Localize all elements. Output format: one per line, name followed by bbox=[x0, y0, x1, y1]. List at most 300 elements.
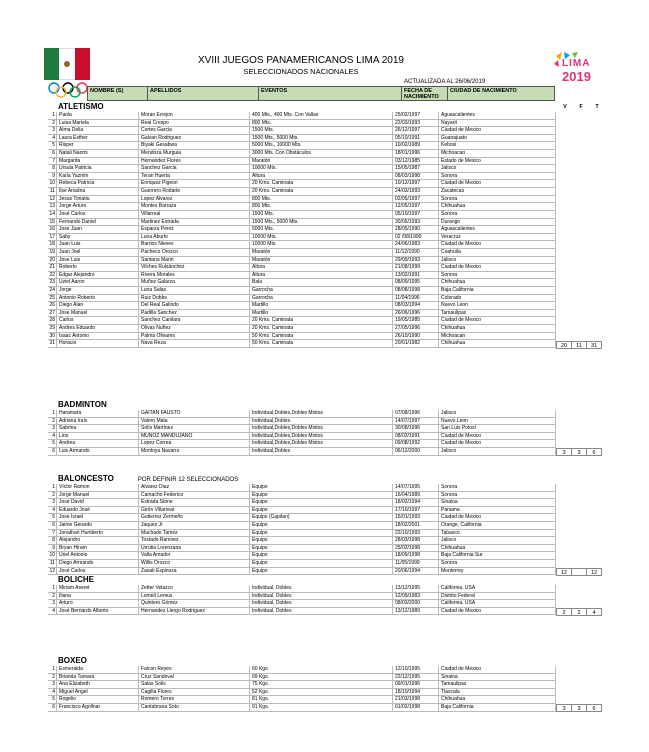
cell-c4: 02/05/1997 bbox=[392, 196, 438, 203]
cell-c2: Vilches Rulsánchez bbox=[138, 264, 249, 271]
cell-c2: Luna Salas bbox=[138, 287, 249, 294]
cell-c5: Michoacan bbox=[438, 150, 556, 157]
section-name: BALONCESTO bbox=[58, 474, 114, 483]
cell-c5: Aguascalientes bbox=[438, 112, 556, 119]
cell-num: 3 bbox=[52, 425, 55, 432]
cell-c4: 11/05/1999 bbox=[392, 560, 438, 567]
cell-c2: Cagilla Flores bbox=[138, 689, 249, 696]
cell-num: 9 bbox=[52, 172, 55, 179]
cell-c4: 08/02/1991 bbox=[392, 433, 438, 440]
cell-c1: Horacio bbox=[56, 340, 138, 347]
cell-c4: 15/05/1987 bbox=[392, 165, 438, 172]
cell-num: 9 bbox=[52, 544, 55, 551]
lima-2019-logo bbox=[552, 50, 600, 90]
table-row bbox=[48, 448, 556, 456]
cell-c3: Martillo bbox=[249, 310, 392, 317]
cell-c2: Pacheco Orozco bbox=[138, 249, 249, 256]
table-row bbox=[48, 433, 556, 441]
cell-c2: Real Crespo bbox=[138, 120, 249, 127]
cell-c2: MUÑOZ MANDUJANO bbox=[138, 433, 249, 440]
section-atletismo bbox=[48, 102, 556, 348]
section-title bbox=[48, 474, 556, 484]
cell-c3: Equipo bbox=[249, 484, 392, 491]
table-row bbox=[48, 279, 556, 287]
cell-c4: 24/03/1993 bbox=[392, 188, 438, 195]
cell-c5: Coahuila bbox=[438, 249, 556, 256]
cell-c4: 08/03/1994 bbox=[392, 302, 438, 309]
cell-c3: Altura bbox=[249, 272, 392, 279]
mexico-flag bbox=[44, 48, 90, 80]
cell-c3: 91 Kgs. bbox=[249, 704, 392, 711]
section-totals bbox=[557, 448, 602, 456]
cell-c5: Sonora bbox=[438, 484, 556, 491]
table-row bbox=[48, 310, 556, 318]
cell-c4: 19/05/1985 bbox=[392, 317, 438, 324]
cell-c4: 20/01/1982 bbox=[392, 340, 438, 347]
cell-num: 2 bbox=[52, 592, 55, 599]
table-row bbox=[48, 514, 556, 522]
cell-c4: 08/09/1995 bbox=[392, 279, 438, 286]
cell-num: 6 bbox=[52, 704, 55, 711]
cell-c5: Distrito Federal bbox=[438, 593, 556, 600]
cell-c1: Jose Israel bbox=[56, 514, 138, 521]
cell-num: 3 bbox=[52, 499, 55, 506]
cell-c5: Tamaulipas bbox=[438, 681, 556, 688]
section-name: BOXEO bbox=[58, 656, 87, 665]
cell-num: 7 bbox=[52, 157, 55, 164]
cell-num: 4 bbox=[52, 432, 55, 439]
table-row bbox=[48, 317, 556, 325]
cell-num: 3 bbox=[52, 127, 55, 134]
cell-c4: 13/12/1989 bbox=[392, 608, 438, 615]
cell-c2: Montes Barraza bbox=[138, 203, 249, 210]
cell-c2: GAITAN FAUSTO bbox=[138, 410, 249, 417]
cell-c1: Diego Armando bbox=[56, 560, 138, 567]
cell-c4: 12/10/1995 bbox=[392, 666, 438, 673]
table-row bbox=[48, 560, 556, 568]
cell-num: 11 bbox=[49, 560, 55, 567]
cell-c3: 52 Kgs. bbox=[249, 689, 392, 696]
cell-c2: Barrios Nieves bbox=[138, 241, 249, 248]
logo-word: LIMA bbox=[562, 58, 591, 69]
cell-c1: Francisco Agollnar bbox=[56, 704, 138, 711]
updated-date: ACTUALIZADA AL 26/06/2019 bbox=[404, 79, 486, 85]
cell-c2: Padilla Sanchez bbox=[138, 310, 249, 317]
cell-c2: Machado Tamez bbox=[138, 530, 249, 537]
cell-c3: Individual,Dobles,Dobles Mixtos bbox=[249, 440, 392, 447]
cell-c3: 1500 Mts., 5000 Mts. bbox=[249, 219, 392, 226]
cell-c3: Equipo bbox=[249, 530, 392, 537]
cell-c5: Nayarit bbox=[438, 120, 556, 127]
cell-c3: 800 Mts. bbox=[249, 120, 392, 127]
cell-c1: Ilse Ariadna bbox=[56, 188, 138, 195]
cell-c4: 13/12/1995 bbox=[392, 585, 438, 592]
cell-c4: 08/03/1998 bbox=[392, 173, 438, 180]
cell-c3: 400 Mts., 400 Mts. Con Vallas bbox=[249, 112, 392, 119]
cell-c2: Tostado Ramirez bbox=[138, 537, 249, 544]
cell-c3: 60 Kgs. bbox=[249, 666, 392, 673]
cell-num: 27 bbox=[49, 309, 55, 316]
total-t: 31 bbox=[586, 341, 602, 349]
cell-c4: 05/10/1997 bbox=[392, 211, 438, 218]
cell-num: 5 bbox=[52, 696, 55, 703]
section-note: POR DEFINIR 12 SELECCIONADOS bbox=[137, 477, 239, 483]
cell-c1: Roberto bbox=[56, 264, 138, 271]
vft-f: F bbox=[579, 104, 583, 110]
section-title bbox=[48, 102, 556, 112]
cell-c2: Quintero Gómez bbox=[138, 600, 249, 607]
cell-c2: Ruiz Dobbs bbox=[138, 295, 249, 302]
table-row bbox=[48, 158, 556, 166]
cell-c3: Equipo bbox=[249, 499, 392, 506]
cell-c3: 5000 Mts. bbox=[249, 226, 392, 233]
table-row bbox=[48, 522, 556, 530]
cell-c4: 10/02/1989 bbox=[392, 142, 438, 149]
table-row bbox=[48, 545, 556, 553]
table-row bbox=[48, 287, 556, 295]
cell-c5: Chihuahua bbox=[438, 340, 556, 347]
table-row bbox=[48, 593, 556, 601]
table-row bbox=[48, 608, 556, 616]
cell-c3: Individual,Dobles,Dobles Mixtos bbox=[249, 410, 392, 417]
section-title bbox=[48, 575, 556, 585]
table-row bbox=[48, 165, 556, 173]
cell-c2: Hernandez Flores bbox=[138, 158, 249, 165]
table-row bbox=[48, 696, 556, 704]
table-row bbox=[48, 211, 556, 219]
cell-c1: Isaac Antonio bbox=[56, 333, 138, 340]
cell-c5: Tlaxcala bbox=[438, 689, 556, 696]
table-row bbox=[48, 552, 556, 560]
cell-c5: Sonora bbox=[438, 211, 556, 218]
cell-c2: Camacho Federico bbox=[138, 492, 249, 499]
cell-c3: Equipo bbox=[249, 552, 392, 559]
cell-num: 2 bbox=[52, 119, 55, 126]
cell-c5: Ciudad de Mexico bbox=[438, 608, 556, 615]
table-row bbox=[48, 689, 556, 697]
cell-c3: Equipo bbox=[249, 560, 392, 567]
total-f: 2 bbox=[571, 608, 587, 616]
section-name: ATLETISMO bbox=[58, 102, 104, 111]
section-boliche bbox=[48, 575, 556, 615]
cell-c5: Chihuahua bbox=[438, 545, 556, 552]
cell-num: 6 bbox=[52, 150, 55, 157]
table-row bbox=[48, 492, 556, 500]
cell-c2: Valla Amador bbox=[138, 552, 249, 559]
cell-c3: Altura bbox=[249, 173, 392, 180]
table-row bbox=[48, 226, 556, 234]
cell-c2: Sanchez Canilara bbox=[138, 317, 249, 324]
table-row bbox=[48, 674, 556, 682]
cell-c1: Jorge Manuel bbox=[56, 492, 138, 499]
cell-c3: 1500 Mts., 5000 Mts. bbox=[249, 135, 392, 142]
cell-c5: Kebosi bbox=[438, 142, 556, 149]
cell-c5: Ciudad de Mexico bbox=[438, 264, 556, 271]
cell-c4: 28/03/1998 bbox=[392, 537, 438, 544]
cell-c3: Individual, Dobles bbox=[249, 593, 392, 600]
cell-c1: Margarita bbox=[56, 158, 138, 165]
cell-c4: 18/09/1998 bbox=[392, 552, 438, 559]
col-apellidos: APELLIDOS bbox=[147, 86, 259, 101]
cell-c1: Jose Juan bbox=[56, 226, 138, 233]
cell-c3: 10000 Mts. bbox=[249, 241, 392, 248]
cell-c2: Palma Olivares bbox=[138, 333, 249, 340]
cell-c4: 09/01/1996 bbox=[392, 681, 438, 688]
cell-c1: Alejandro bbox=[56, 537, 138, 544]
table-row bbox=[48, 440, 556, 448]
cell-c3: 20 Kms. Caminata bbox=[249, 188, 392, 195]
cell-num: 17 bbox=[49, 233, 55, 240]
cell-c3: Maratón bbox=[249, 249, 392, 256]
cell-c4: 14/07/1995 bbox=[392, 484, 438, 491]
cell-c5: Baja California bbox=[438, 704, 556, 711]
cell-c1: Miguel Angel bbox=[56, 689, 138, 696]
col-ciudad: CIUDAD DE NACIMIENTO bbox=[447, 86, 555, 101]
cell-c4: 09/08/1992 bbox=[392, 440, 438, 447]
cell-c3: Equipo bbox=[249, 545, 392, 552]
cell-c2: Olivas Nuñez bbox=[138, 325, 249, 332]
cell-c1: Paola bbox=[56, 112, 138, 119]
cell-c5: Aguascalientes bbox=[438, 226, 556, 233]
cell-c3: 50 Kms. Caminata bbox=[249, 333, 392, 340]
table-row bbox=[48, 188, 556, 196]
cell-c2: Biyaki Gesabwa bbox=[138, 142, 249, 149]
cell-c5: Ciudad de Mexico bbox=[438, 241, 556, 248]
section-totals bbox=[557, 341, 602, 349]
cell-c5: Ciudad de Mexico bbox=[438, 666, 556, 673]
cell-c2: Zetter Velazco bbox=[138, 585, 249, 592]
cell-c1: Ana Elizabeth bbox=[56, 681, 138, 688]
cell-c1: Jorge bbox=[56, 287, 138, 294]
cell-c3: 75 Kgs. bbox=[249, 681, 392, 688]
cell-c1: Karla Yazmin bbox=[56, 173, 138, 180]
table-row bbox=[48, 135, 556, 143]
cell-c5: Chihuahua bbox=[438, 279, 556, 286]
cell-c4: 22/03/1993 bbox=[392, 120, 438, 127]
cell-c4: 16/04/1989 bbox=[392, 492, 438, 499]
cell-c4: 14/07/1997 bbox=[392, 418, 438, 425]
cell-c5: Sonora bbox=[438, 196, 556, 203]
cell-c1: Saby bbox=[56, 234, 138, 241]
cell-num: 3 bbox=[52, 600, 55, 607]
cell-c1: Jaime Gerardo bbox=[56, 522, 138, 529]
cell-c4: 18/02/2001 bbox=[392, 522, 438, 529]
cell-num: 8 bbox=[52, 165, 55, 172]
table-row bbox=[48, 257, 556, 265]
cell-c3: 3000 Mts. Con Obstáculos bbox=[249, 150, 392, 157]
cell-num: 3 bbox=[52, 681, 55, 688]
table-row bbox=[48, 150, 556, 158]
table-header bbox=[88, 86, 555, 101]
cell-c3: Individual, Dobles bbox=[249, 585, 392, 592]
cell-c3: 20 Kms. Caminata bbox=[249, 325, 392, 332]
cell-c1: Jonathan Humberto bbox=[56, 530, 138, 537]
cell-c5: Chihuahua bbox=[438, 696, 556, 703]
cell-c3: Equipo bbox=[249, 507, 392, 514]
cell-num: 26 bbox=[49, 302, 55, 309]
cell-c1: Luisa Mariela bbox=[56, 120, 138, 127]
cell-c2: Del Real Galindo bbox=[138, 302, 249, 309]
cell-c5: Guanajuato bbox=[438, 135, 556, 142]
table-row bbox=[48, 249, 556, 257]
table-row bbox=[48, 241, 556, 249]
cell-c3: Garrocha bbox=[249, 287, 392, 294]
cell-c1: Fernando Daniel bbox=[56, 219, 138, 226]
cell-c5: Estado de Mexico bbox=[438, 158, 556, 165]
cell-num: 6 bbox=[52, 448, 55, 455]
cell-c2: Cruz Sandoval bbox=[138, 674, 249, 681]
table-row bbox=[48, 142, 556, 150]
total-f bbox=[571, 568, 587, 576]
cell-c3: 800 Mts. bbox=[249, 203, 392, 210]
cell-c3: Equipo (Capitan) bbox=[249, 514, 392, 521]
document-title: XVIII JUEGOS PANAMERICANOS LIMA 2019 bbox=[198, 55, 404, 66]
cell-c1: Eduardo José bbox=[56, 507, 138, 514]
cell-c2: Willis Orozco bbox=[138, 560, 249, 567]
cell-c5: Sonora bbox=[438, 492, 556, 499]
cell-num: 2 bbox=[52, 417, 55, 424]
table-row bbox=[48, 302, 556, 310]
table-row bbox=[48, 499, 556, 507]
cell-c5: Sonora bbox=[438, 272, 556, 279]
cell-c2: Urrutia Lorenzana bbox=[138, 545, 249, 552]
cell-c4: 05/10/1991 bbox=[392, 135, 438, 142]
cell-num: 23 bbox=[49, 279, 55, 286]
cell-num: 31 bbox=[49, 340, 55, 347]
cell-c3: 69 Kgs. bbox=[249, 674, 392, 681]
cell-num: 1 bbox=[52, 585, 55, 591]
cell-c3: 50 Kms. Caminata bbox=[249, 340, 392, 347]
cell-c1: Esmeralda bbox=[56, 666, 138, 673]
cell-c1: Brianda Tamara bbox=[56, 674, 138, 681]
cell-num: 11 bbox=[49, 188, 55, 195]
cell-c4: 18/01/1996 bbox=[392, 150, 438, 157]
col-fecha: FECHA DE NACIMIENTO bbox=[401, 86, 448, 101]
cell-num: 5 bbox=[52, 142, 55, 149]
cell-c4: 28/05/1990 bbox=[392, 226, 438, 233]
cell-num: 28 bbox=[49, 317, 55, 324]
cell-c5: Ciudad de Mexico bbox=[438, 433, 556, 440]
cell-num: 6 bbox=[52, 522, 55, 529]
table-row bbox=[48, 681, 556, 689]
cell-c3: 1500 Mts. bbox=[249, 127, 392, 134]
cell-c4: 22/10/1993 bbox=[392, 530, 438, 537]
cell-c5: Jalisco bbox=[438, 410, 556, 417]
cell-num: 20 bbox=[49, 256, 55, 263]
section-name: BADMINTON bbox=[58, 400, 107, 409]
vft-v: V bbox=[563, 104, 567, 110]
cell-num: 12 bbox=[49, 195, 55, 202]
section-totals bbox=[557, 568, 602, 576]
cell-c3: Bala bbox=[249, 279, 392, 286]
cell-c4: 26/12/1997 bbox=[392, 127, 438, 134]
cell-c2: Cantabrana Soto bbox=[138, 704, 249, 711]
cell-c5: Sonora bbox=[438, 560, 556, 567]
table-row bbox=[48, 666, 556, 674]
section-name: BOLICHE bbox=[58, 575, 94, 584]
cell-c4: 26/10/1990 bbox=[392, 333, 438, 340]
cell-c4: 18/02/1994 bbox=[392, 499, 438, 506]
cell-c5: Ciudad de Mexico bbox=[438, 127, 556, 134]
table-row bbox=[48, 264, 556, 272]
cell-c2: Falcon Reyes bbox=[138, 666, 249, 673]
olympic-rings-icon bbox=[46, 82, 90, 98]
table-row bbox=[48, 295, 556, 303]
cell-c2: Rivera Morales bbox=[138, 272, 249, 279]
cell-c5: Baja California bbox=[438, 287, 556, 294]
table-row bbox=[48, 425, 556, 433]
cell-num: 25 bbox=[49, 294, 55, 301]
cell-num: 19 bbox=[49, 248, 55, 255]
cell-c5: San Luis Potosí bbox=[438, 425, 556, 432]
cell-c4: 06/12/2000 bbox=[392, 448, 438, 455]
cell-c1: José Bernardo Alberto bbox=[56, 608, 138, 615]
cell-c1: José Carlos bbox=[56, 568, 138, 575]
table-row bbox=[48, 272, 556, 280]
cell-c5: Nuevo Leon bbox=[438, 302, 556, 309]
cell-c1: Natali Naomi bbox=[56, 150, 138, 157]
cell-c1: Uziel Aaron bbox=[56, 279, 138, 286]
cell-c4: 15/01/1993 bbox=[392, 514, 438, 521]
cell-c3: 10000 Mts. bbox=[249, 165, 392, 172]
cell-c4: 24/06/1983 bbox=[392, 241, 438, 248]
cell-c1: Antonio Roberto bbox=[56, 295, 138, 302]
cell-num: 14 bbox=[49, 210, 55, 217]
cell-c1: Jorge Arturo bbox=[56, 203, 138, 210]
cell-c2: Galvan Rodriguez bbox=[138, 135, 249, 142]
total-f: 11 bbox=[571, 341, 587, 349]
cell-c4: 18/10/1994 bbox=[392, 689, 438, 696]
table-row bbox=[48, 127, 556, 135]
cell-c5: Veracruz bbox=[438, 234, 556, 241]
cell-c4: 25/02/1997 bbox=[392, 112, 438, 119]
cell-c3: Equipo bbox=[249, 522, 392, 529]
cell-c2: Romero Torres bbox=[138, 696, 249, 703]
cell-c2: Mendoza Murguia bbox=[138, 150, 249, 157]
cell-c1: Sabrina bbox=[56, 425, 138, 432]
cell-c1: José Carlos bbox=[56, 211, 138, 218]
cell-num: 10 bbox=[49, 552, 55, 559]
cell-num: 1 bbox=[52, 410, 55, 416]
cell-c2: Gutierrez Zermeño bbox=[138, 514, 249, 521]
cell-c4: 26/06/1996 bbox=[392, 310, 438, 317]
cell-c4: 30/05/1993 bbox=[392, 219, 438, 226]
table-row bbox=[48, 340, 556, 348]
cell-c2: Solís Martínez bbox=[138, 425, 249, 432]
cell-c3: Individual,Dobles,Dobles Mixtos bbox=[249, 425, 392, 432]
cell-c2: Cortes Garcia bbox=[138, 127, 249, 134]
section-totals bbox=[557, 608, 602, 616]
cell-c2: Moran Errejon bbox=[138, 112, 249, 119]
table-row bbox=[48, 173, 556, 181]
total-v: 3 bbox=[556, 704, 572, 712]
cell-num: 10 bbox=[49, 180, 55, 187]
cell-c4: 11/12/1990 bbox=[392, 249, 438, 256]
cell-c5: Ciudad de Mexico bbox=[438, 440, 556, 447]
section-title bbox=[48, 656, 556, 666]
table-row bbox=[48, 530, 556, 538]
cell-c1: Risper bbox=[56, 142, 138, 149]
total-v: 20 bbox=[556, 341, 572, 349]
cell-c3: Garrocha bbox=[249, 295, 392, 302]
cell-c5: Ciudad de Mexico bbox=[438, 180, 556, 187]
table-row bbox=[48, 585, 556, 593]
cell-c4: 30/08/1996 bbox=[392, 425, 438, 432]
cell-num: 8 bbox=[52, 537, 55, 544]
cell-c1: Adriana Iraís bbox=[56, 418, 138, 425]
cell-c5: Ciudad de Mexico bbox=[438, 317, 556, 324]
cell-c2: Estrada Stone bbox=[138, 499, 249, 506]
